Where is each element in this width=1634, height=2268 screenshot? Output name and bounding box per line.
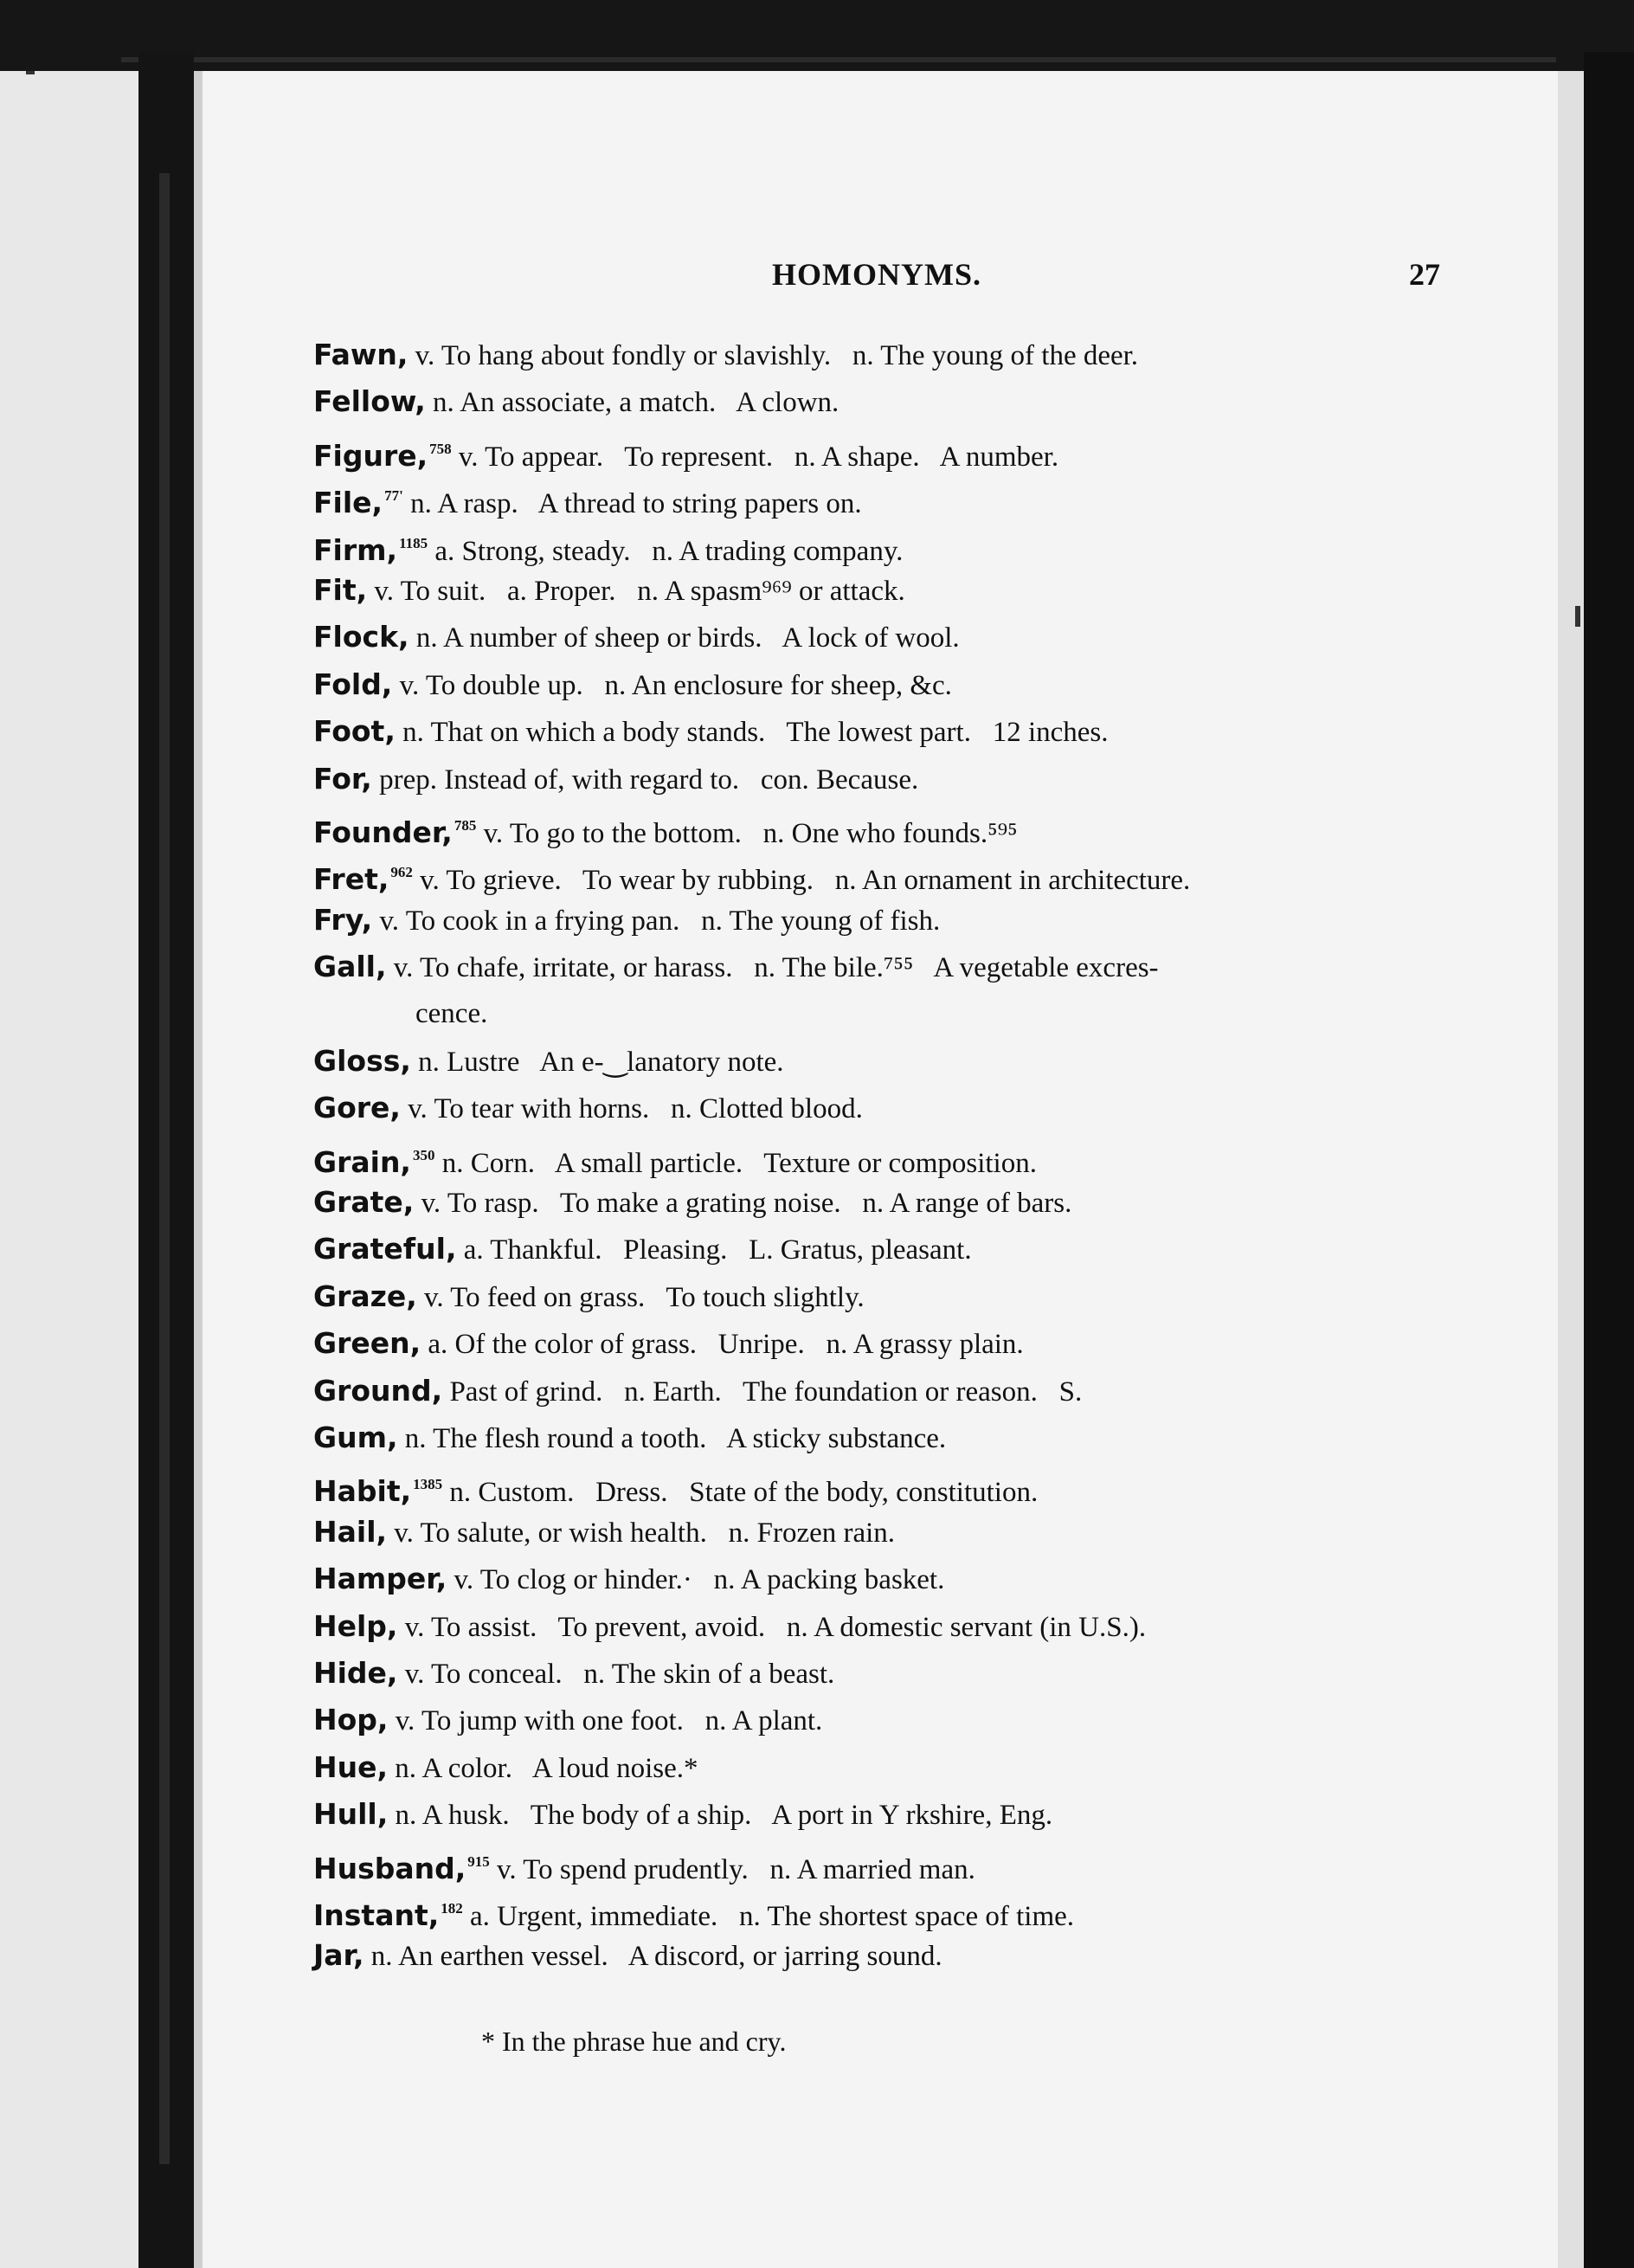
homonym-entry — [313, 1509, 1456, 1556]
definition: v. To appear. To represent. n. A shape. A number. — [451, 441, 1059, 473]
page-edge — [194, 71, 203, 2268]
definition: n. A rasp. A thread to string papers on. — [402, 488, 862, 520]
spine-binding — [159, 173, 170, 2164]
reference-number: 1185 — [399, 534, 428, 551]
headword: Hide, — [313, 1655, 398, 1690]
definition: a. Strong, steady. n. A trading company. — [428, 535, 904, 567]
definition: n. That on which a body stands. The lowest part. 12 inches. — [395, 717, 1109, 749]
headword: Firm, — [313, 532, 398, 567]
definition: n. A number of sheep or birds. A lock of wool. — [408, 622, 960, 654]
homonym-entry — [313, 614, 1456, 660]
reference-number: 758 — [429, 440, 452, 457]
homonym-entry — [313, 1414, 1456, 1461]
scan-speck — [26, 71, 35, 74]
headword: Hail, — [313, 1514, 388, 1549]
headword: Habit, — [313, 1474, 412, 1509]
headword: Gloss, — [313, 1043, 411, 1078]
headword: Grate, — [313, 1185, 415, 1220]
right-page-shadow — [1558, 71, 1584, 2268]
homonym-entry — [313, 1273, 1456, 1320]
homonym-entry — [313, 520, 1456, 567]
headword: For, — [313, 761, 372, 796]
definition: v. To clog or hinder.· n. A packing basket. — [447, 1564, 945, 1596]
homonym-entry — [313, 944, 1456, 990]
definition: v. To assist. To prevent, avoid. n. A domestic servant (in U.S.). — [397, 1611, 1147, 1643]
definition: v. To go to the bottom. n. One who founds.⁵⁹⁵ — [476, 817, 1018, 849]
homonym-entry — [313, 897, 1456, 944]
homonym-entry — [313, 1179, 1456, 1226]
homonym-entry — [313, 661, 1456, 708]
headword: Fry, — [313, 902, 373, 937]
headword: Hamper, — [313, 1562, 447, 1596]
definition: cence. — [415, 998, 488, 1030]
homonym-entry — [313, 567, 1456, 614]
homonym-entry — [313, 1839, 1456, 1885]
headword: Gore, — [313, 1091, 401, 1125]
headword: Fold, — [313, 667, 393, 701]
definition: v. To spend prudently. n. A married man. — [489, 1853, 975, 1885]
definition: n. Custom. Dress. State of the body, constitution. — [442, 1477, 1039, 1509]
reference-number: 915 — [467, 1852, 490, 1870]
homonym-entry — [313, 1744, 1456, 1791]
definition: v. To double up. n. An enclosure for sheep, &c. — [392, 669, 952, 701]
definition: v. To grieve. To wear by rubbing. n. An ornament in architecture. — [412, 865, 1191, 897]
headword: Founder, — [313, 815, 453, 849]
definition: prep. Instead of, with regard to. con. Because. — [371, 764, 919, 796]
reference-number: 962 — [390, 864, 413, 881]
definition: v. To salute, or wish health. n. Frozen rain. — [387, 1517, 896, 1549]
scan-top-border — [0, 0, 1634, 71]
reference-number: 1385 — [413, 1476, 443, 1493]
definition: n. An earthen vessel. A discord, or jarring sound. — [363, 1941, 942, 1973]
headword: Gall, — [313, 950, 387, 984]
headword: Fit, — [313, 572, 368, 607]
headword: Fawn, — [313, 338, 408, 371]
headword: Graze, — [313, 1279, 417, 1313]
headword: Fret, — [313, 862, 389, 897]
definition: v. To rasp. To make a grating noise. n. A range of bars. — [414, 1188, 1072, 1220]
headword: Grateful, — [313, 1232, 457, 1266]
homonym-entry — [313, 1132, 1456, 1179]
definition: v. To feed on grass. To touch slightly. — [416, 1281, 865, 1313]
definition: n. A husk. The body of a ship. A port in Y rkshire, Eng. — [388, 1800, 1053, 1832]
headword: File, — [313, 486, 383, 520]
homonym-entry — [313, 1556, 1456, 1602]
homonym-entry — [313, 1320, 1456, 1367]
homonym-entry — [313, 1650, 1456, 1697]
page-number: 27 — [1409, 257, 1440, 292]
headword: Instant, — [313, 1898, 440, 1932]
reference-number: 182 — [441, 1899, 463, 1917]
homonym-entry — [313, 849, 1456, 896]
definition: n. Corn. A small particle. Texture or composition. — [434, 1147, 1037, 1179]
headword: Green, — [313, 1326, 421, 1361]
headword: Foot, — [313, 714, 396, 749]
homonym-entry — [313, 1085, 1456, 1131]
definition: n. The flesh round a tooth. A sticky substance. — [397, 1422, 947, 1454]
scan-speck — [1575, 606, 1580, 627]
homonym-entry — [313, 1461, 1456, 1508]
homonym-entry — [313, 1368, 1456, 1414]
homonym-entry — [313, 708, 1456, 755]
reference-number: 350 — [412, 1146, 435, 1163]
entry-continuation — [313, 990, 1456, 1037]
definition: n. An associate, a match. A clown. — [425, 387, 840, 419]
homonym-entry — [313, 473, 1456, 519]
headword: Fellow, — [313, 384, 426, 419]
headword: Flock, — [313, 620, 409, 654]
headword: Figure, — [313, 438, 428, 473]
headword: Jar, — [313, 1938, 364, 1973]
reference-number: 77' — [384, 487, 403, 505]
headword: Husband, — [313, 1851, 466, 1885]
definition: v. To suit. a. Proper. n. A spasm⁹⁶⁹ or attack. — [367, 575, 905, 607]
homonym-entry — [313, 1603, 1456, 1650]
running-head: HOMONYMS. — [772, 257, 981, 292]
definition: v. To cook in a frying pan. n. The young of fish. — [372, 905, 941, 937]
homonym-entry — [313, 1038, 1456, 1085]
definition: Past of grind. n. Earth. The foundation or reason. S. — [442, 1376, 1083, 1408]
headword: Ground, — [313, 1373, 443, 1408]
headword: Hull, — [313, 1797, 389, 1832]
homonym-entry — [313, 378, 1456, 425]
homonym-entry — [313, 1932, 1456, 1979]
scan-right-border — [1584, 52, 1634, 2268]
headword: Help, — [313, 1608, 398, 1643]
homonym-entry — [313, 332, 1456, 378]
footnote: * In the phrase hue and cry. — [481, 2026, 787, 2057]
homonym-entry — [313, 1697, 1456, 1743]
homonym-entry — [313, 802, 1456, 849]
definition: a. Of the color of grass. Unripe. n. A grassy plain. — [421, 1329, 1024, 1361]
reference-number: 785 — [454, 816, 477, 834]
definition: v. To hang about fondly or slavishly. n. The young of the deer. — [408, 340, 1139, 371]
homonym-entry — [313, 426, 1456, 473]
homonym-entry — [313, 1226, 1456, 1273]
definition: a. Urgent, immediate. n. The shortest space of time. — [462, 1900, 1075, 1932]
definition: v. To jump with one foot. n. A plant. — [388, 1705, 823, 1737]
definition: v. To conceal. n. The skin of a beast. — [397, 1658, 835, 1690]
headword: Hop, — [313, 1703, 389, 1737]
definition: n. A color. A loud noise.* — [388, 1752, 698, 1784]
headword: Hue, — [313, 1749, 389, 1784]
definition: v. To chafe, irritate, or harass. n. The bile.⁷⁵⁵ A vegetable excres- — [386, 952, 1159, 984]
definition: v. To tear with horns. n. Clotted blood. — [400, 1093, 863, 1125]
homonym-entry — [313, 1885, 1456, 1932]
definition: n. Lustre An e-‿lanatory note. — [410, 1046, 784, 1078]
definition: a. Thankful. Pleasing. L. Gratus, pleasant. — [456, 1234, 972, 1266]
homonym-entry — [313, 756, 1456, 802]
left-margin — [0, 71, 138, 2268]
headword: Grain, — [313, 1144, 411, 1179]
homonym-entries — [313, 332, 1456, 1980]
homonym-entry — [313, 1791, 1456, 1838]
headword: Gum, — [313, 1420, 398, 1454]
